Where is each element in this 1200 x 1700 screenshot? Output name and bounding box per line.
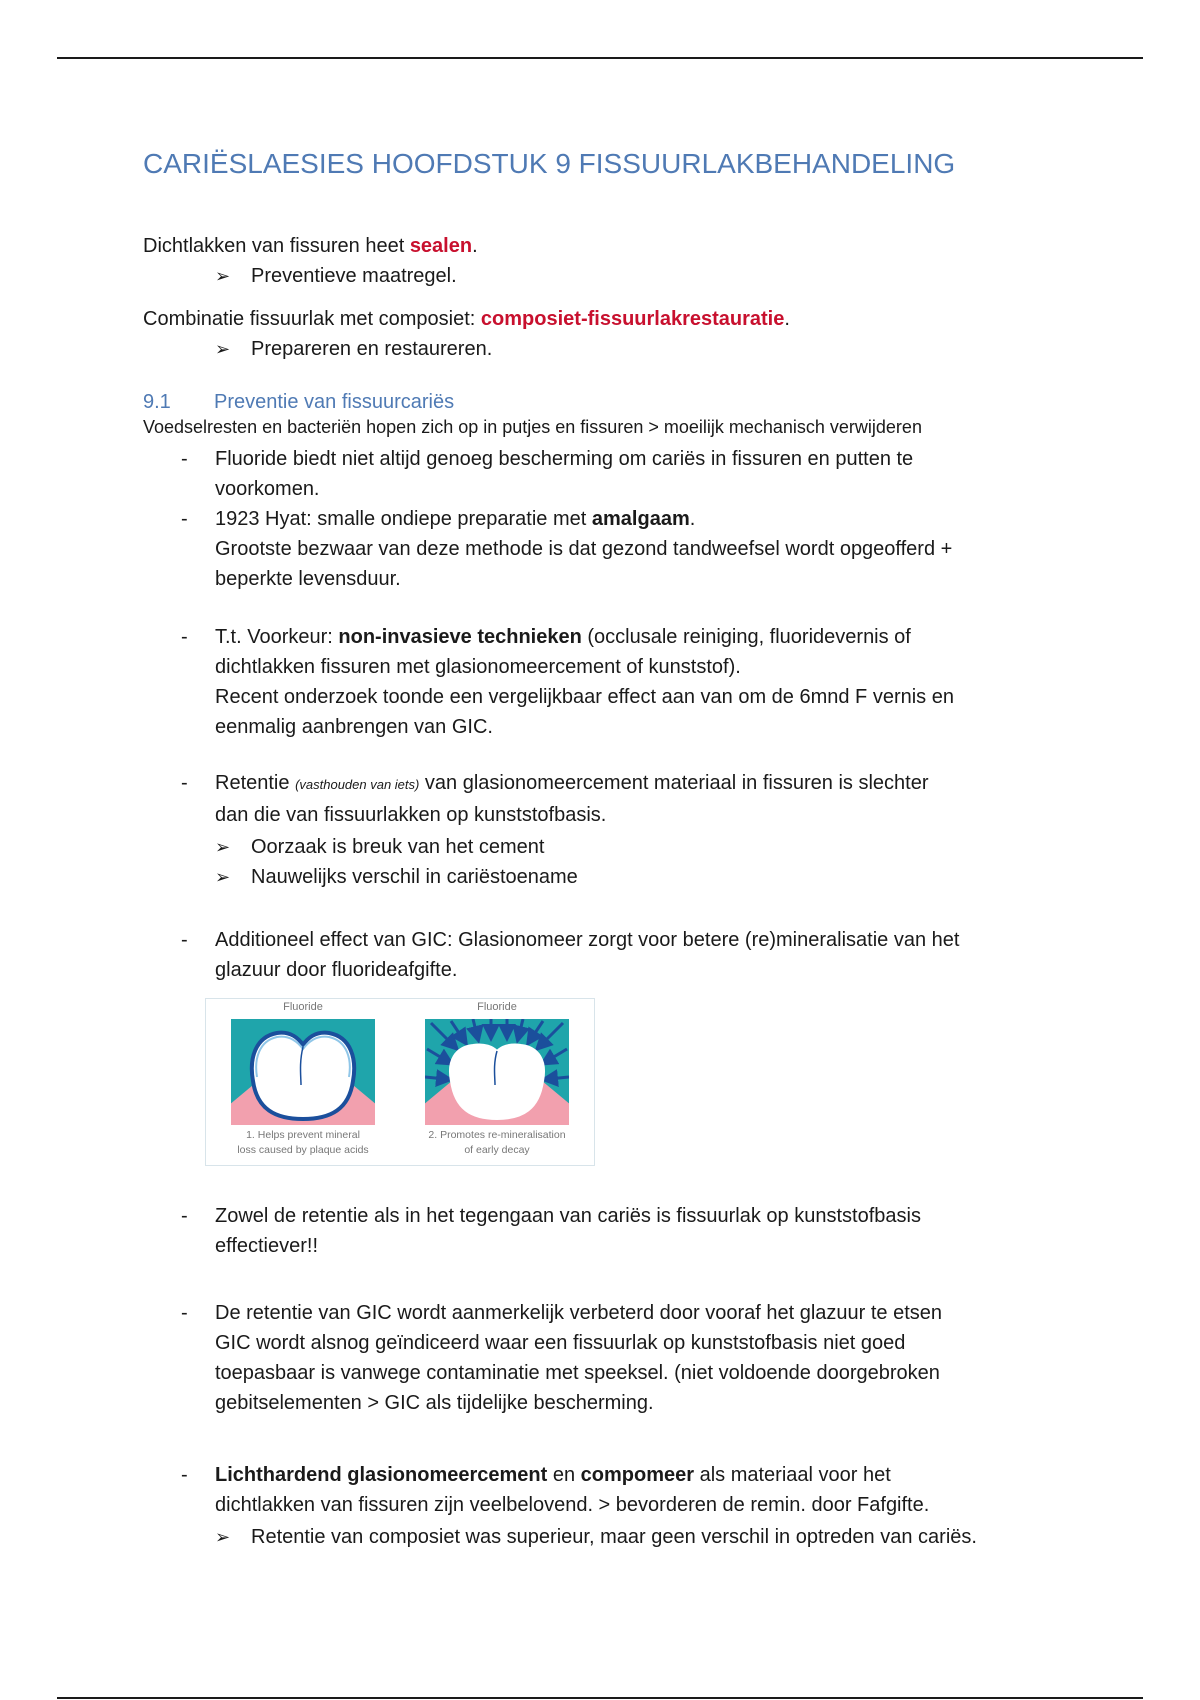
line: Additioneel effect van GIC: Glasionomeer zorgt voor betere (re)mineralisatie van het: [215, 929, 960, 951]
arrow-bullet-icon: ➢: [215, 339, 231, 359]
line: dichtlakken fissuren met glasionomeercement of kunststof).: [215, 656, 741, 678]
line: dan die van fissuurlakken op kunststofbasis.: [215, 804, 607, 826]
line: van glasionomeercement materiaal in fissuren is slechter: [419, 772, 929, 794]
line: toepasbaar is vanwege contaminatie met speeksel. (niet voldoende doorgebroken: [215, 1362, 940, 1384]
caption-line: 1. Helps prevent mineral: [246, 1129, 360, 1141]
line: Zowel de retentie als in het tegengaan van cariës is fissuurlak op kunststofbasis: [215, 1205, 921, 1227]
intro-sealen: [143, 231, 478, 261]
section-heading: [143, 388, 454, 416]
list-item: [215, 1201, 1095, 1261]
punctuation: .: [689, 508, 696, 530]
figure-label: Fluoride: [477, 1001, 517, 1013]
bold-term: non-invasieve technieken: [338, 626, 582, 648]
sub-bullet: Preventieve maatregel.: [251, 265, 457, 287]
fluoride-tooth-panel-2: [425, 1019, 569, 1125]
section-lead: Voedselresten en bacteriën hopen zich op in putjes en fissuren > moeilijk mechanisch verwijderen: [143, 417, 922, 437]
list-item: [215, 925, 1095, 985]
figure-caption-1: [228, 1128, 378, 1158]
list-item: [215, 444, 1095, 504]
top-rule: [57, 57, 1143, 59]
arrow-bullet-icon: ➢: [215, 266, 231, 286]
figure-label: Fluoride: [283, 1001, 323, 1013]
line: De retentie van GIC wordt aanmerkelijk verbeterd door vooraf het glazuur te etsen: [215, 1302, 943, 1324]
sub-bullet: Prepareren en restaureren.: [251, 338, 493, 360]
highlight-term: composiet-fissuurlakrestauratie: [480, 308, 785, 330]
arrow-bullet-icon: ➢: [215, 1527, 231, 1547]
list-item: [215, 1460, 1095, 1520]
line: als materiaal voor het: [694, 1464, 891, 1486]
sub-bullet: Nauwelijks verschil in cariëstoename: [251, 866, 578, 888]
arrow-bullet-icon: ➢: [215, 837, 231, 857]
line: Grootste bezwaar van deze methode is dat gezond tandweefsel wordt opgeofferd +: [215, 538, 953, 560]
dash-bullet-icon: -: [181, 448, 188, 470]
dash-bullet-icon: -: [181, 508, 188, 530]
line: Retentie: [215, 772, 296, 794]
figure-caption-2: [422, 1128, 572, 1158]
intro-combinatie: [143, 304, 790, 334]
line: voorkomen.: [215, 478, 320, 500]
highlight-term: sealen: [409, 235, 473, 257]
intro-text: Combinatie fissuurlak met composiet:: [143, 308, 481, 330]
dash-bullet-icon: -: [181, 1464, 188, 1486]
section-number: 9.1: [143, 391, 171, 413]
dash-bullet-icon: -: [181, 772, 188, 794]
page-title: CARIËSLAESIES HOOFDSTUK 9 FISSUURLAKBEHANDELING: [143, 148, 956, 179]
bold-term: amalgaam: [591, 508, 690, 530]
punctuation: .: [784, 308, 790, 330]
list-item: [215, 768, 1095, 830]
dash-bullet-icon: -: [181, 1205, 188, 1227]
caption-line: 2. Promotes re-mineralisation: [428, 1129, 566, 1141]
sub-bullet: Retentie van composiet was superieur, maar geen verschil in optreden van cariës.: [251, 1526, 977, 1548]
dash-bullet-icon: -: [181, 626, 188, 648]
caption-line: of early decay: [464, 1144, 530, 1156]
punctuation: .: [472, 235, 478, 257]
intro-text: Dichtlakken van fissuren heet: [143, 235, 410, 257]
line: 1923 Hyat: smalle ondiepe preparatie met: [215, 508, 592, 530]
line: gebitselementen > GIC als tijdelijke bescherming.: [215, 1392, 654, 1414]
line: Recent onderzoek toonde een vergelijkbaar effect aan van om de 6mnd F vernis en: [215, 686, 954, 708]
line: en: [547, 1464, 581, 1486]
line: beperkte levensduur.: [215, 568, 401, 590]
list-item: [215, 622, 1095, 742]
arrow-bullet-icon: ➢: [215, 867, 231, 887]
line: GIC wordt alsnog geïndiceerd waar een fissuurlak op kunststofbasis niet goed: [215, 1332, 906, 1354]
bold-term: Lichthardend glasionomeercement: [215, 1464, 548, 1486]
tooth-icon: [231, 1019, 375, 1125]
list-item: [215, 1298, 1095, 1418]
line: T.t. Voorkeur:: [215, 626, 339, 648]
bold-term: compomeer: [580, 1464, 695, 1486]
fluoride-arrows-icon: [425, 1019, 569, 1125]
list-item: [215, 504, 1095, 594]
dash-bullet-icon: -: [181, 929, 188, 951]
line: dichtlakken van fissuren zijn veelbelovend. > bevorderen de remin. door Fafgifte.: [215, 1494, 930, 1516]
dash-bullet-icon: -: [181, 1302, 188, 1324]
fluoride-tooth-panel-1: [231, 1019, 375, 1125]
section-title: Preventie van fissuurcariës: [214, 391, 455, 413]
annotation-note: (vasthouden van iets): [295, 777, 420, 792]
line: effectiever!!: [215, 1235, 319, 1257]
caption-line: loss caused by plaque acids: [237, 1144, 369, 1156]
line: (occlusale reiniging, fluoridevernis of: [581, 626, 911, 648]
bottom-rule: [57, 1697, 1143, 1699]
line: Fluoride biedt niet altijd genoeg bescherming om cariës in fissuren en putten te: [215, 448, 914, 470]
line: eenmalig aanbrengen van GIC.: [215, 716, 493, 738]
line: glazuur door fluorideafgifte.: [215, 959, 458, 981]
sub-bullet: Oorzaak is breuk van het cement: [251, 836, 545, 858]
fluoride-figure: [205, 998, 595, 1166]
